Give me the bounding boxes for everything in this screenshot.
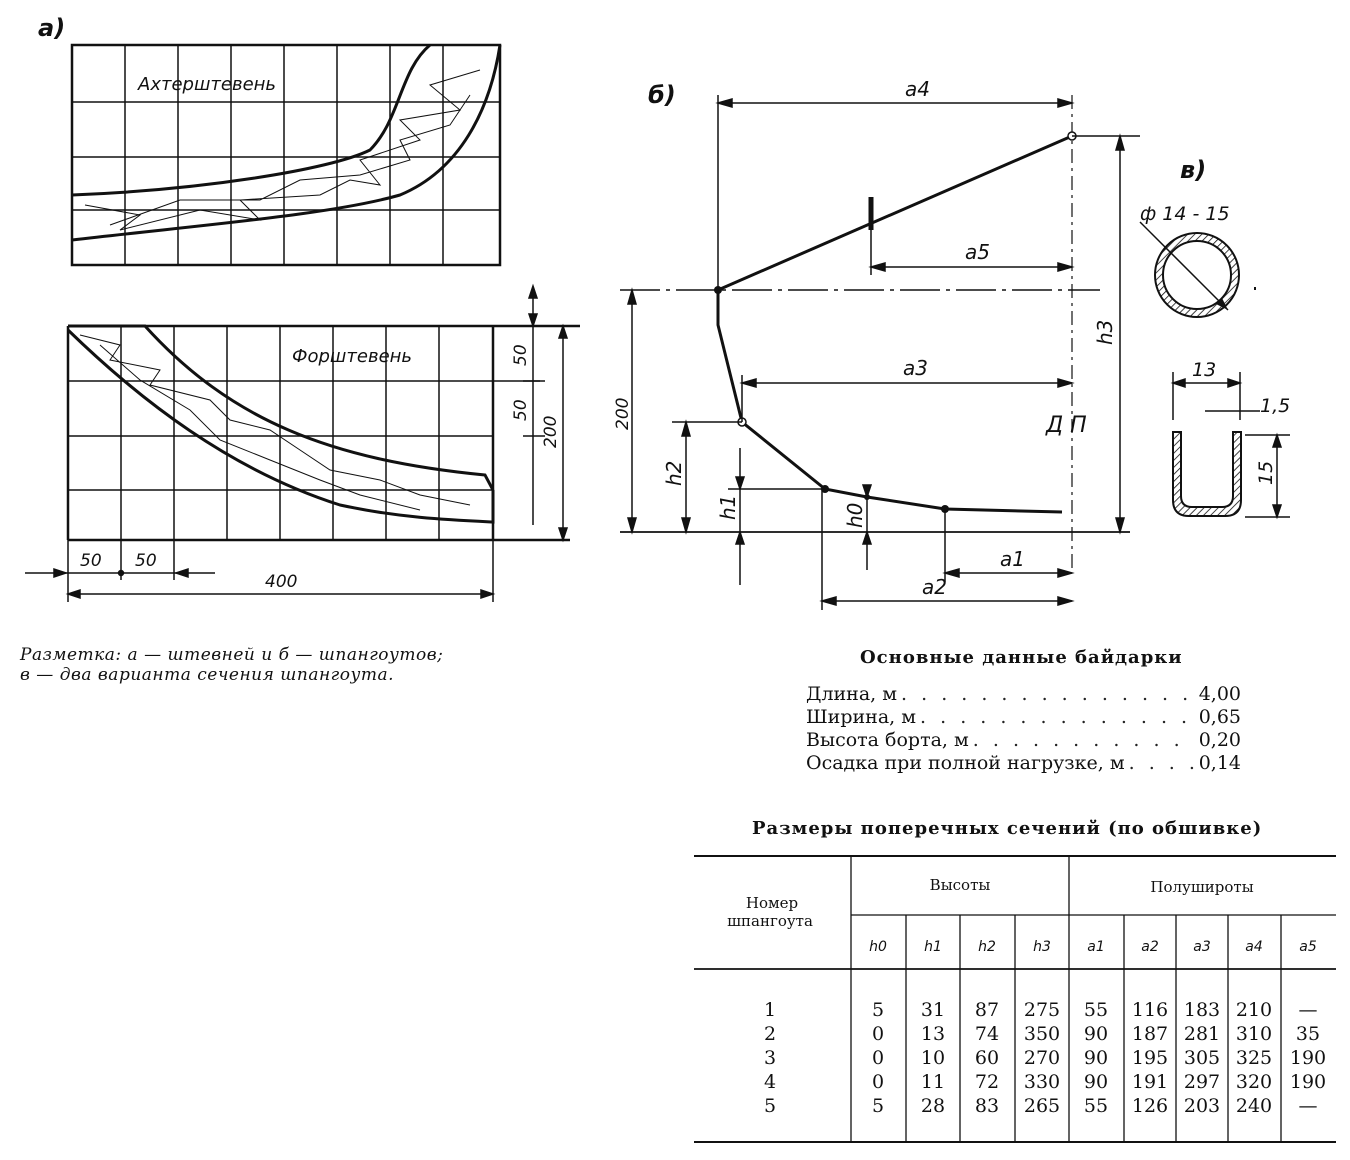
stem-dims-bottom <box>25 540 493 602</box>
figure-b <box>600 60 1160 620</box>
table-cell: 190 <box>1289 1047 1327 1069</box>
spec-row <box>806 706 1241 729</box>
col-h2: h2 <box>978 939 996 955</box>
dim-50-top: 50 <box>511 344 531 366</box>
dim-a5: a5 <box>965 240 990 264</box>
table-cell: 55 <box>1083 1095 1109 1117</box>
col-a3: a3 <box>1193 939 1211 955</box>
table-body <box>764 999 1326 1117</box>
width-label: 13 <box>1192 359 1217 381</box>
table-title: Размеры поперечных сечений (по обшивке) <box>752 818 1263 839</box>
panel-label-b: б) <box>648 81 676 109</box>
caption-line-2: в — два варианта сечения шпангоута. <box>20 665 395 685</box>
spec-row <box>806 729 1241 752</box>
col-a4: a4 <box>1245 939 1263 955</box>
dp-label: Д П <box>1046 413 1087 438</box>
table-cell: 13 <box>920 1023 946 1045</box>
table-cell: 5 <box>871 999 885 1021</box>
spec-label: Ширина, м <box>806 706 917 728</box>
table-row-frame-number: 2 <box>763 1023 777 1045</box>
specs-list <box>806 683 1246 783</box>
frame-header-1: Номер <box>745 894 799 912</box>
thickness-label: 1,5 <box>1260 395 1291 417</box>
col-a1: a1 <box>1087 939 1105 955</box>
table-cell: 305 <box>1183 1047 1221 1069</box>
spec-label: Длина, м <box>806 683 898 705</box>
stern-label: Ахтерштевень <box>138 74 277 95</box>
caption-line-1: Разметка: а — штевней и б — шпангоутов; <box>20 645 444 665</box>
spec-row <box>806 752 1241 775</box>
table-row-frame-number: 1 <box>763 999 777 1021</box>
height-dims <box>628 136 1140 585</box>
dim-a4: a4 <box>905 77 930 101</box>
frame-contour <box>718 290 1062 512</box>
dim-200-right: 200 <box>541 415 561 448</box>
table-cell: 195 <box>1131 1047 1169 1069</box>
table-cell: 187 <box>1131 1023 1169 1045</box>
frame-header-2: шпангоута <box>727 912 813 930</box>
table-cell: 297 <box>1183 1071 1221 1093</box>
spec-value: 4,00 <box>1198 683 1241 705</box>
table-cell: 330 <box>1023 1071 1061 1093</box>
table-cell: 310 <box>1235 1023 1273 1045</box>
table-cell: — <box>1298 1095 1318 1117</box>
table-cell: 60 <box>974 1047 1000 1069</box>
dim-h1: h1 <box>716 494 740 520</box>
table-cell: 281 <box>1183 1023 1221 1045</box>
panel-label-v: в) <box>1180 156 1207 184</box>
table-cell: 350 <box>1023 1023 1061 1045</box>
table-cell: — <box>1298 999 1318 1021</box>
table-cell: 116 <box>1131 999 1169 1021</box>
col-h1: h1 <box>924 939 942 955</box>
channel-profile <box>1173 432 1241 516</box>
channel-section <box>1173 372 1290 517</box>
spec-row <box>806 683 1241 706</box>
table-cell: 126 <box>1131 1095 1169 1117</box>
table-row-frame-number: 4 <box>763 1071 777 1093</box>
table-cell: 270 <box>1023 1047 1061 1069</box>
table-cell: 190 <box>1289 1071 1327 1093</box>
table-cell: 191 <box>1131 1071 1169 1093</box>
dim-a2: a2 <box>922 575 947 599</box>
stem-label: Форштевень <box>292 346 413 367</box>
table-cell: 0 <box>871 1023 885 1045</box>
table-cell: 90 <box>1083 1023 1109 1045</box>
table-cell: 240 <box>1235 1095 1273 1117</box>
spec-label: Высота борта, м <box>806 729 969 751</box>
height-label: 15 <box>1255 460 1277 485</box>
table-cell: 72 <box>974 1071 1000 1093</box>
dim-50-second: 50 <box>135 551 157 571</box>
table-cell: 28 <box>920 1095 946 1117</box>
dim-h2: h2 <box>662 460 686 486</box>
table-cell: 203 <box>1183 1095 1221 1117</box>
cross-section-table <box>690 850 1340 1150</box>
table-row-frame-number: 3 <box>763 1047 777 1069</box>
table-cell: 275 <box>1023 999 1061 1021</box>
col-a2: a2 <box>1141 939 1159 955</box>
col-a5: a5 <box>1299 939 1317 955</box>
table-cell: 10 <box>920 1047 946 1069</box>
table-cell: 265 <box>1023 1095 1061 1117</box>
table-cell: 0 <box>871 1071 885 1093</box>
table-row-frame-number: 5 <box>763 1095 777 1117</box>
tube-section <box>1140 222 1255 317</box>
table-cell: 35 <box>1295 1023 1321 1045</box>
col-h0: h0 <box>869 939 887 955</box>
table-cell: 90 <box>1083 1047 1109 1069</box>
stern-grid <box>72 45 500 265</box>
diameter-label: ф 14 - 15 <box>1140 203 1230 225</box>
group-heights: Высоты <box>929 876 991 894</box>
dim-400: 400 <box>265 572 298 592</box>
dim-h3: h3 <box>1093 319 1117 345</box>
dim-a1: a1 <box>1000 547 1025 571</box>
table-cell: 87 <box>974 999 1000 1021</box>
table-cell: 55 <box>1083 999 1109 1021</box>
table-cell: 210 <box>1235 999 1273 1021</box>
spec-label: Осадка при полной нагрузке, м <box>806 752 1125 774</box>
table-cell: 11 <box>920 1071 946 1093</box>
table-cell: 183 <box>1183 999 1221 1021</box>
col-h3: h3 <box>1033 939 1051 955</box>
figure-a <box>0 0 620 620</box>
table-cell: 320 <box>1235 1071 1273 1093</box>
table-cell: 74 <box>974 1023 1000 1045</box>
dim-h0: h0 <box>843 502 867 528</box>
spec-value: 0,65 <box>1198 706 1241 728</box>
spec-value: 0,20 <box>1198 729 1241 751</box>
dim-50-left: 50 <box>80 551 102 571</box>
table-cell: 325 <box>1235 1047 1273 1069</box>
table-cell: 5 <box>871 1095 885 1117</box>
table-cell: 0 <box>871 1047 885 1069</box>
table-cell: 31 <box>920 999 946 1021</box>
table-cell: 83 <box>974 1095 1000 1117</box>
dim-200-b: 200 <box>613 397 633 430</box>
spec-value: 0,14 <box>1198 752 1241 774</box>
figure-v <box>1120 140 1330 540</box>
figure-caption <box>20 645 600 685</box>
table-cell: 90 <box>1083 1071 1109 1093</box>
group-halfwidths: Полушироты <box>1150 878 1254 896</box>
dim-50-mid: 50 <box>511 399 531 421</box>
panel-label-a: а) <box>38 14 66 42</box>
specs-title: Основные данные байдарки <box>860 647 1183 668</box>
dim-a3: a3 <box>903 356 928 380</box>
